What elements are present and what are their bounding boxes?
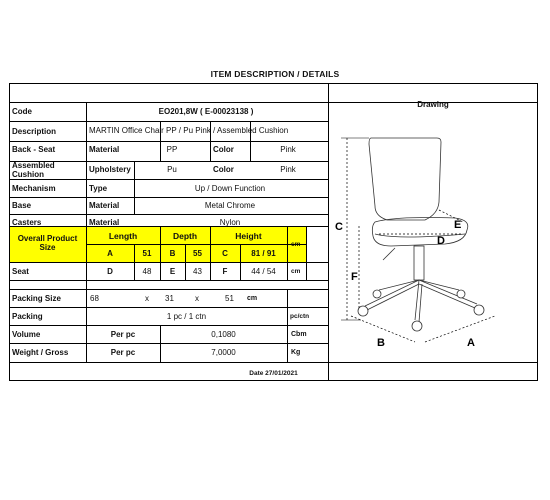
- d-value: 48: [142, 267, 152, 276]
- b-label: B: [169, 249, 176, 258]
- packing-x1: x: [145, 294, 149, 303]
- base-label: Base: [12, 201, 32, 210]
- seat-label: Seat: [12, 267, 29, 276]
- weight-label: Weight / Gross: [12, 348, 69, 357]
- packing-width: 31: [165, 294, 174, 303]
- weight-unit: Kg: [291, 349, 301, 356]
- back-seat-material-value: PP: [166, 145, 178, 154]
- f-label: F: [222, 267, 228, 276]
- cushion-color-value: Pink: [280, 165, 296, 174]
- casters-material-label: Material: [89, 218, 120, 227]
- volume-value: 0,1080: [211, 330, 236, 339]
- packing-value: 1 pc / 1 ctn: [166, 312, 207, 321]
- chair-drawing: [335, 130, 515, 360]
- volume-per: Per pc: [110, 330, 136, 339]
- code-label: Code: [12, 107, 32, 116]
- seat-unit: cm: [291, 268, 301, 275]
- depth-header: Depth: [172, 231, 198, 241]
- a-value: 51: [142, 249, 152, 258]
- mechanism-value: Up / Down Function: [194, 184, 266, 193]
- length-header: Length: [108, 231, 138, 241]
- dim-b-label: B: [377, 337, 385, 349]
- volume-label: Volume: [12, 330, 41, 339]
- back-seat-label: Back - Seat: [12, 145, 56, 154]
- f-value: 44 / 54: [251, 267, 276, 276]
- document-title: ITEM DESCRIPTION / DETAILS: [210, 69, 340, 79]
- packing-unit: pc/ctn: [290, 313, 310, 320]
- casters-label: Casters: [12, 218, 42, 227]
- volume-unit: Cbm: [291, 331, 307, 338]
- packing-size-unit: cm: [247, 295, 258, 302]
- a-label: A: [107, 249, 113, 258]
- drawing-title: Drawing: [417, 100, 449, 109]
- e-label: E: [169, 267, 176, 276]
- dim-d-label: D: [437, 235, 445, 247]
- weight-value: 7,0000: [211, 348, 236, 357]
- base-material-label: Material: [89, 201, 120, 210]
- overall-size-label: Overall Product Size: [17, 234, 78, 252]
- code-value: EO201,8W ( E-00023138 ): [158, 107, 254, 116]
- date-footer: Date 27/01/2021: [249, 370, 298, 377]
- dim-f-label: F: [351, 271, 358, 283]
- mechanism-label: Mechanism: [12, 184, 56, 193]
- upholstery-label: Upholstery: [89, 165, 131, 174]
- base-value: Metal Chrome: [204, 201, 256, 210]
- packing-length: 68: [90, 294, 99, 303]
- b-value: 55: [193, 249, 202, 258]
- c-value: 81 / 91: [251, 249, 276, 258]
- weight-per: Per pc: [110, 348, 136, 357]
- dim-c-label: C: [335, 221, 343, 233]
- d-label: D: [107, 267, 113, 276]
- back-seat-material-label: Material: [89, 145, 120, 154]
- casters-value: Nylon: [219, 218, 241, 227]
- packing-label: Packing: [12, 312, 43, 321]
- cushion-color-label: Color: [213, 165, 234, 174]
- e-value: 43: [193, 267, 202, 276]
- packing-height: 51: [225, 294, 234, 303]
- description-value: MARTIN Office Chair PP / Pu Pink / Assembled Cushion: [89, 126, 289, 135]
- c-label: C: [222, 249, 228, 258]
- assembled-cushion-label: Assembled Cushion: [12, 161, 55, 179]
- height-header: Height: [235, 231, 262, 241]
- packing-size-label: Packing Size: [12, 294, 61, 303]
- overall-unit: cm: [291, 241, 301, 248]
- back-seat-color-value: Pink: [280, 145, 296, 154]
- dim-a-label: A: [467, 337, 475, 349]
- upholstery-value: Pu: [167, 165, 177, 174]
- dim-e-label: E: [454, 219, 462, 231]
- packing-x2: x: [195, 294, 199, 303]
- back-seat-color-label: Color: [213, 145, 234, 154]
- description-label: Description: [12, 127, 57, 136]
- mechanism-type-label: Type: [89, 184, 108, 193]
